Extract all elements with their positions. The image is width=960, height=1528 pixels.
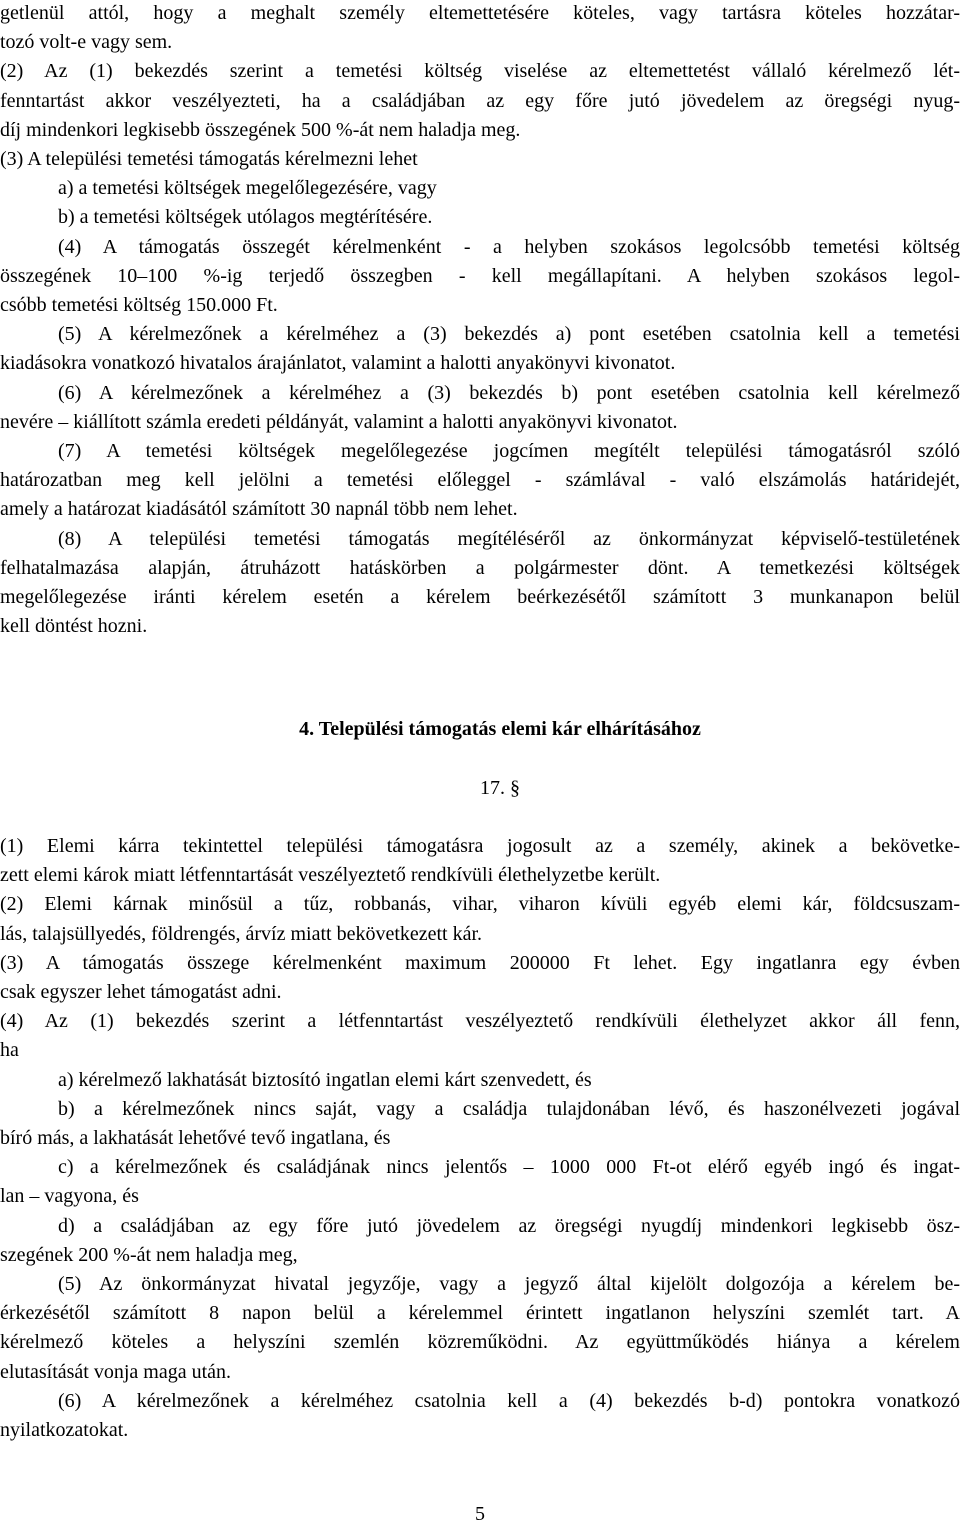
text-line: kiadásokra vonatkozó hivatalos árajánlatot, valamint a halotti anyakönyvi kivonatot. xyxy=(0,352,676,375)
text-line: (2) Elemi kárnak minősül a tűz, robbanás, vihar, viharon kívüli egyéb elemi kár, földcsuszam- xyxy=(0,893,960,916)
text-line: a) a temetési költségek megelőlegezésére, vagy xyxy=(58,177,437,200)
text-line: zett elemi károk miatt létfenntartását veszélyeztető rendkívüli élethelyzetbe került. xyxy=(0,864,661,887)
text-line: c) a kérelmezőnek és családjának nincs jelentős – 1000 000 Ft-ot elérő egyéb ingó és ingat- xyxy=(58,1156,960,1179)
text-line: (5) A kérelmezőnek a kérelméhez a (3) bekezdés a) pont esetében csatolnia kell a temetési xyxy=(58,323,960,346)
text-line: tozó volt-e vagy sem. xyxy=(0,31,173,54)
text-line: felhatalmazása alapján, átruházott hatáskörben a polgármester dönt. A temetkezési költségek xyxy=(0,556,960,579)
text-line: határozatban meg kell jelölni a temetési előleggel - számlával - való elszámolás határidejét, xyxy=(0,469,960,492)
text-line: megelőlegezése iránti kérelem esetén a kérelem beérkezésétől számított 3 munkanapon belül xyxy=(0,586,960,608)
text-line: (4) Az (1) bekezdés szerint a létfenntartást veszélyeztető rendkívüli élethelyzet akkor áll fenn, xyxy=(0,1010,960,1033)
text-line: (2) Az (1) bekezdés szerint a temetési költség viselése az eltemettetést vállaló kérelmező lét- xyxy=(0,60,960,83)
paragraph-number: 17. § xyxy=(480,777,520,799)
text-line: (6) A kérelmezőnek a kérelméhez a (3) bekezdés b) pont esetében csatolnia kell kérelmező xyxy=(58,381,960,404)
text-line: csak egyszer lehet támogatást adni. xyxy=(0,981,282,1003)
text-line: amely a határozat kiadásától számított 30 napnál több nem lehet. xyxy=(0,498,518,521)
text-line: a) kérelmező lakhatását biztosító ingatlan elemi kárt szenvedett, és xyxy=(58,1068,592,1091)
text-line: b) a temetési költségek utólagos megtérítésére. xyxy=(58,206,433,229)
text-line: csóbb temetési költség 150.000 Ft. xyxy=(0,294,278,316)
page-number: 5 xyxy=(475,1503,485,1525)
text-line: nyilatkozatokat. xyxy=(0,1419,129,1441)
text-line: ha xyxy=(0,1039,19,1062)
section-heading: 4. Települési támogatás elemi kár elhárításához xyxy=(299,718,701,740)
text-line: (3) A támogatás összege kérelmenként maximum 200000 Ft lehet. Egy ingatlanra egy évben xyxy=(0,951,960,974)
text-line: lás, talajsüllyedés, földrengés, árvíz miatt bekövetkezett kár. xyxy=(0,922,483,945)
text-line: fenntartást akkor veszélyezteti, ha a családjában az egy főre jutó jövedelem az öregségi nyug- xyxy=(0,89,960,112)
text-line: (6) A kérelmezőnek a kérelméhez csatolnia kell a (4) bekezdés b-d) pontokra vonatkozó xyxy=(58,1389,960,1412)
text-line: elutasítását vonja maga után. xyxy=(0,1360,232,1383)
text-line: (8) A települési temetési támogatás megítéléséről az önkormányzat képviselő-testületének xyxy=(58,527,960,550)
text-line: (3) A települési temetési támogatás kérelmezni lehet xyxy=(0,148,418,170)
text-line: érkezésétől számított 8 napon belül a kérelemmel érintett ingatlanon helyszíni szemlét tart. A xyxy=(0,1302,960,1325)
text-line: (4) A támogatás összegét kérelmenként - a helyben szokásos legolcsóbb temetési költség xyxy=(58,235,960,258)
text-line: lan – vagyona, és xyxy=(0,1185,139,1208)
text-line: (7) A temetési költségek megelőlegezése jogcímen megítélt települési támogatásról szóló xyxy=(58,440,960,462)
text-line: bíró más, a lakhatását lehetővé tevő ingatlana, és xyxy=(0,1127,391,1149)
text-line: nevére – kiállított számla eredeti példányát, valamint a halotti anyakönyvi kivonatot. xyxy=(0,410,678,433)
text-line: d) a családjában az egy főre jutó jövedelem az öregségi nyugdíj mindenkori legkisebb ösz- xyxy=(58,1214,960,1237)
text-line: (1) Elemi kárra tekintettel települési támogatásra jogosult az a személy, akinek a bekövetke- xyxy=(0,835,960,857)
text-line: b) a kérelmezőnek nincs saját, vagy a családja tulajdonában lévő, és haszonélvezeti jogával xyxy=(58,1097,960,1120)
text-line: kérelmező köteles a helyszíni szemlén közreműködni. Az együttműködés hiánya a kérelem xyxy=(0,1331,960,1354)
text-line: szegének 200 %-át nem haladja meg, xyxy=(0,1243,298,1266)
text-line: díj mindenkori legkisebb összegének 500 %-át nem haladja meg. xyxy=(0,118,521,141)
text-line: getlenül attól, hogy a meghalt személy eltemettetésére köteles, vagy tartásra köteles hozzátar- xyxy=(0,2,960,24)
text-line: (5) Az önkormányzat hivatal jegyzője, vagy a jegyző által kijelölt dolgozója a kérelem be- xyxy=(58,1273,960,1295)
text-line: összegének 10–100 %-ig terjedő összegben - kell megállapítani. A helyben szokásos legol- xyxy=(0,264,960,287)
text-line: kell döntést hozni. xyxy=(0,615,148,638)
